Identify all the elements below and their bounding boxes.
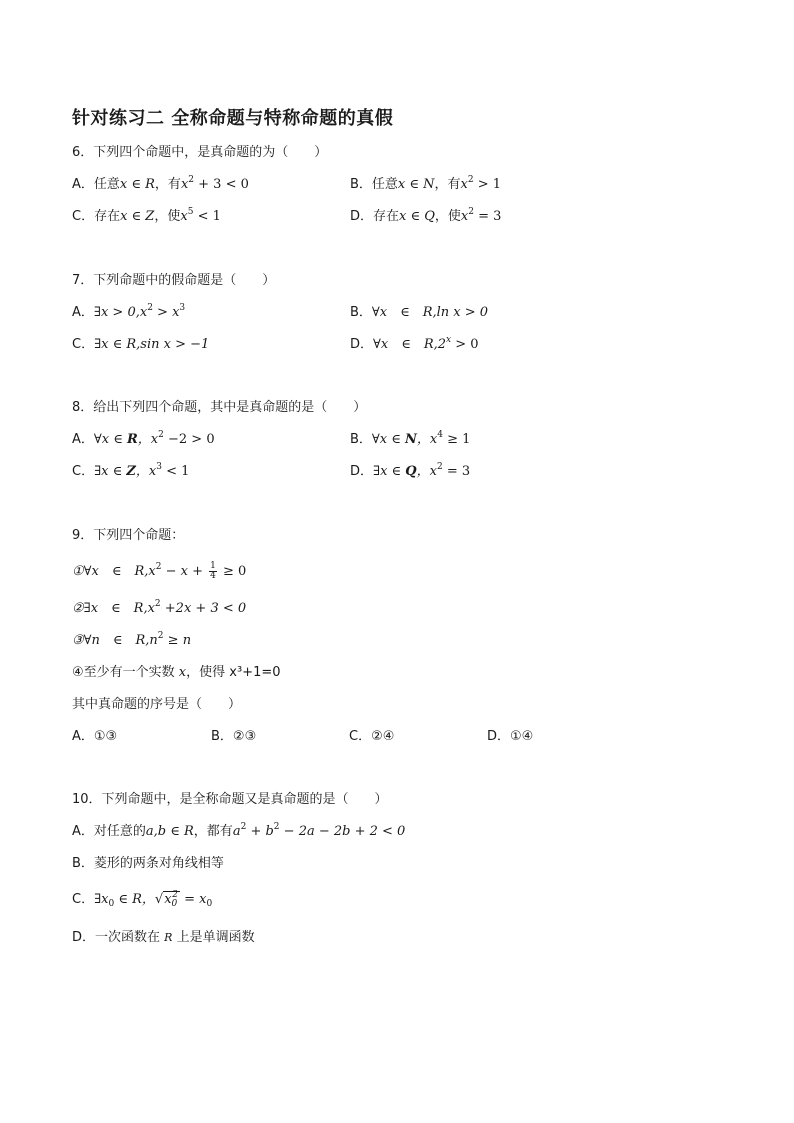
q9-stem: 9．下列四个命题： [72,528,185,543]
q9-proposition-2: ②∃x ∈ $R,x^2 +2x + 3 < 0$ [72,599,247,616]
q8-option-b: B．∀x ∈ N，$x^4 \ge 1$ [350,430,471,447]
q9-option-d: D．①④ [487,729,534,744]
q6-option-a: A．任意x ∈ R，有$x^2 + 3 < 0$ [72,175,249,192]
q10-stem: 10．下列命题中，是全称命题又是真命题的是（ ） [72,792,388,807]
section-title: 针对练习二 全称命题与特称命题的真假 [72,108,394,129]
q9-option-c: C．②④ [349,729,395,744]
q9-question: 其中真命题的序号是（ ） [72,697,242,712]
q8-option-d: D．∃x ∈ Q，$x^2 = 3$ [350,462,471,479]
q8-stem: 8．给出下列四个命题，其中是真命题的是（ ） [72,400,367,415]
q10-option-b: B．菱形的两条对角线相等 [72,856,224,871]
q6-option-c: C．存在x ∈ Z，使$x^5 < 1$ [72,207,221,224]
q9-proposition-1: ①∀x ∈ $R,x^2 - x$ + $\frac{1}{4}$ ≥ 0 [72,561,247,581]
q7-stem: 7．下列命题中的假命题是（ ） [72,273,276,288]
q9-proposition-3: ③∀n ∈ $R,n^2 \ge n$ [72,631,192,648]
q6-stem: 6．下列四个命题中，是真命题的为（ ） [72,145,328,160]
q6-option-d: D．存在x ∈ Q，使$x^2 = 3$ [350,207,502,224]
q8-option-c: C．∃x ∈ Z，$x^3 < 1$ [72,462,190,479]
q9-proposition-4: ④至少有一个实数 x，使得 x³+1=0 [72,665,281,680]
q10-option-d: D．一次函数在 R 上是单调函数 [72,930,255,945]
q7-option-b: B．∀x ∈ R,ln x > 0 [350,305,489,320]
q7-option-a: A．∃x > $0,x^2 > x^3$ [72,303,186,320]
q9-option-b: B．②③ [211,729,257,744]
q10-option-c: C．$\exists x_0$ ∈ R，$√x_0^2 = x_0$ [72,890,213,909]
square-root: $√x_0^2$ [154,890,178,909]
fraction: $\frac{1}{4}$ [210,561,216,581]
q10-option-a: A．对任意的a,b ∈ R，都有$a^2 + b^2 - 2a - 2b + 2 < 0$ [72,822,406,839]
q7-option-d: D．∀x ∈ $R,2^x > 0$ [350,335,479,352]
q9-option-a: A．①③ [72,729,118,744]
q8-option-a: A．∀x ∈ R，$x^2 -2 > 0$ [72,430,215,447]
q7-option-c: C．∃x ∈ R,sin x > −1 [72,337,210,352]
q6-option-b: B．任意x ∈ N，有$x^2 > 1$ [350,175,502,192]
